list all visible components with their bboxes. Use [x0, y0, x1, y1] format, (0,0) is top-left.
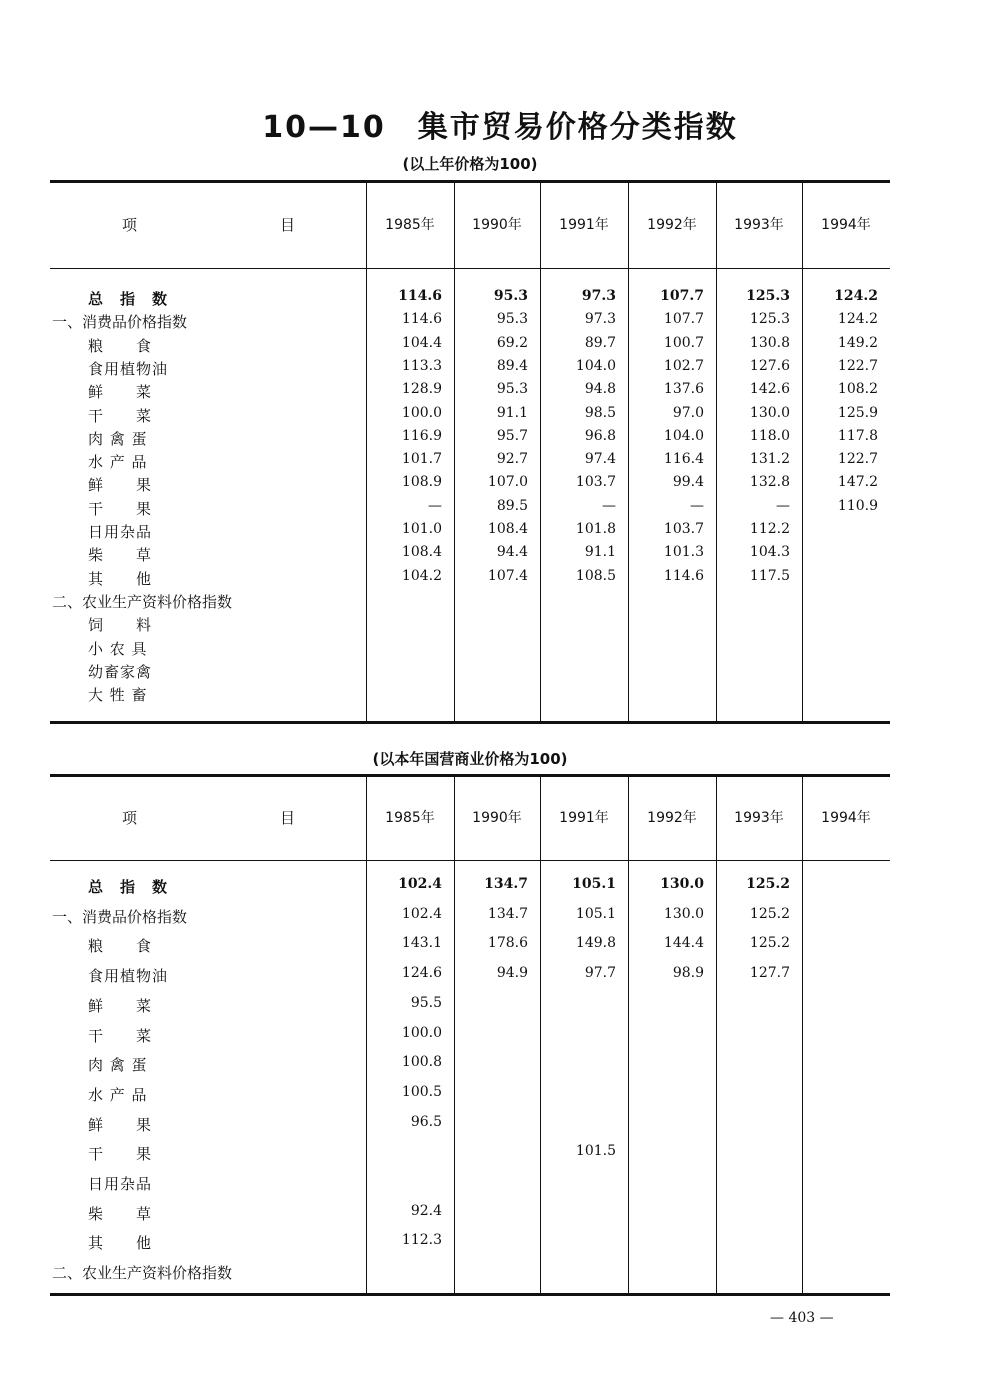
cell-value: 122.7 [837, 451, 878, 468]
cell-value: 89.5 [496, 497, 528, 514]
row-label: 干 菜 [88, 1026, 153, 1045]
table-row [50, 995, 890, 1017]
cell-value: 130.8 [749, 334, 790, 351]
cell-value: 116.9 [401, 427, 442, 444]
table2-subtitle: (以本年国营商业价格为100) [372, 750, 568, 768]
cell-value: 127.6 [749, 357, 790, 374]
cell-value: 100.5 [401, 1083, 442, 1100]
row-label: 小 农 具 [88, 639, 148, 658]
cell-value: 98.9 [672, 965, 704, 982]
cell-value: 92.7 [496, 451, 528, 468]
row-label: 干 果 [88, 499, 153, 518]
table-row [50, 428, 890, 450]
table-row [50, 684, 890, 706]
row-label: 二、农业生产资料价格指数 [52, 1264, 233, 1283]
cell-value: 149.8 [575, 935, 616, 952]
cell-value: 124.6 [401, 965, 442, 982]
header-year: 1992年 [647, 217, 697, 233]
cell-value: 103.7 [575, 474, 616, 491]
cell-value: 142.6 [749, 381, 790, 398]
cell-value: 113.3 [401, 357, 442, 374]
cell-value: 127.7 [749, 965, 790, 982]
cell-value: 95.5 [410, 994, 442, 1011]
cell-value: 94.9 [496, 965, 528, 982]
row-label: 干 菜 [88, 406, 153, 425]
cell-value: 104.0 [575, 357, 616, 374]
cell-value: 107.4 [487, 567, 528, 584]
header-item-label: 项 [122, 216, 138, 234]
table-row [50, 358, 890, 380]
cell-value: — [690, 497, 704, 514]
table-row [50, 876, 890, 898]
cell-value: 125.2 [749, 935, 790, 952]
table-row [50, 1232, 890, 1254]
cell-value: 149.2 [837, 334, 878, 351]
table-row [50, 335, 890, 357]
cell-value: 101.7 [401, 451, 442, 468]
cell-value: 117.8 [837, 427, 878, 444]
table-row [50, 1173, 890, 1195]
cell-value: 102.4 [398, 876, 442, 892]
cell-value: 107.0 [487, 474, 528, 491]
cell-value: 101.0 [401, 521, 442, 537]
cell-value: 96.5 [410, 1113, 442, 1130]
cell-value: 91.1 [496, 404, 528, 421]
row-label: 总 指 数 [88, 878, 169, 896]
cell-value: 100.8 [401, 1054, 442, 1071]
cell-value: 147.2 [837, 474, 878, 491]
cell-value: 116.4 [663, 451, 704, 468]
table-row [50, 568, 890, 590]
header-year: 1985年 [385, 217, 435, 233]
cell-value: 112.2 [749, 521, 790, 537]
header-item-label-end: 目 [280, 216, 296, 234]
table-row [50, 311, 890, 333]
table-top-rule [50, 774, 890, 777]
table-bottom-rule [50, 1293, 890, 1296]
table-row [50, 1084, 890, 1106]
page-number: — 403 — [770, 1310, 834, 1326]
table-row [50, 614, 890, 636]
row-label: 其 他 [88, 569, 153, 588]
cell-value: 125.3 [746, 288, 790, 304]
table-row [50, 906, 890, 928]
header-year: 1990年 [472, 217, 522, 233]
cell-value: 178.6 [487, 935, 528, 952]
row-label: 一、消费品价格指数 [52, 907, 188, 926]
cell-value: 95.3 [496, 311, 528, 328]
cell-value: 107.7 [663, 311, 704, 328]
cell-value: 134.7 [487, 905, 528, 922]
table1 [50, 180, 890, 724]
table-row [50, 638, 890, 660]
table-row [50, 1262, 890, 1284]
row-label: 粮 食 [88, 937, 153, 956]
cell-value: 125.2 [749, 905, 790, 922]
row-label: 水 产 品 [88, 1085, 148, 1104]
cell-value: 118.0 [749, 427, 790, 444]
cell-value: 100.7 [663, 334, 704, 351]
row-label: 粮 食 [88, 336, 153, 355]
cell-value: 104.3 [749, 544, 790, 561]
cell-value: 105.1 [572, 876, 616, 892]
table-row [50, 451, 890, 473]
cell-value: 97.4 [584, 451, 616, 468]
table-row [50, 381, 890, 403]
row-label: 鲜 果 [88, 1115, 153, 1134]
cell-value: 104.0 [663, 427, 704, 444]
cell-value: 95.3 [493, 288, 528, 304]
cell-value: 122.7 [837, 357, 878, 374]
cell-value: 102.4 [401, 905, 442, 922]
cell-value: 125.3 [749, 311, 790, 328]
table-row [50, 474, 890, 496]
cell-value: 97.3 [584, 311, 616, 328]
row-label: 肉 禽 蛋 [88, 1056, 148, 1075]
row-label: 幼畜家禽 [88, 662, 153, 681]
header-item-label: 项 [122, 809, 138, 827]
table-top-rule [50, 180, 890, 183]
cell-value: 69.2 [496, 334, 528, 351]
row-label: 日用杂品 [88, 1175, 153, 1193]
table-row [50, 591, 890, 613]
cell-value: 89.7 [584, 334, 616, 351]
cell-value: 104.2 [401, 567, 442, 584]
page-title: 10—10 集市贸易价格分类指数 [262, 110, 738, 145]
cell-value: 95.7 [496, 427, 528, 444]
cell-value: 91.1 [584, 544, 616, 561]
cell-value: 130.0 [663, 905, 704, 922]
row-label: 饲 料 [88, 616, 153, 635]
cell-value: 112.3 [401, 1232, 442, 1249]
header-year: 1994年 [821, 810, 871, 826]
cell-value: 114.6 [398, 288, 442, 304]
cell-value: 95.3 [496, 381, 528, 398]
table-header-rule [50, 268, 890, 269]
table-row [50, 288, 890, 310]
cell-value: 144.4 [663, 935, 704, 952]
cell-value: 108.5 [575, 567, 616, 584]
row-label: 总 指 数 [88, 290, 169, 308]
cell-value: 132.8 [749, 474, 790, 491]
table-row [50, 1025, 890, 1047]
cell-value: 97.3 [581, 288, 616, 304]
row-label: 鲜 菜 [88, 996, 153, 1015]
row-label: 食用植物油 [88, 359, 169, 378]
table1-subtitle: (以上年价格为100) [402, 155, 538, 173]
header-year: 1991年 [559, 217, 609, 233]
cell-value: 124.2 [837, 311, 878, 328]
cell-value: 105.1 [575, 905, 616, 922]
row-label: 二、农业生产资料价格指数 [52, 592, 233, 611]
row-label: 食用植物油 [88, 967, 169, 986]
cell-value: 102.7 [663, 357, 704, 374]
cell-value: 100.0 [401, 1024, 442, 1041]
cell-value: 96.8 [584, 427, 616, 444]
table-row [50, 935, 890, 957]
cell-value: 128.9 [401, 381, 442, 398]
header-year: 1990年 [472, 810, 522, 826]
cell-value: 134.7 [484, 876, 528, 892]
cell-value: 104.4 [401, 334, 442, 351]
header-year: 1993年 [734, 810, 784, 826]
row-label: 大 牲 畜 [88, 686, 148, 705]
cell-value: 108.9 [401, 474, 442, 491]
table2 [50, 774, 890, 1296]
table-row [50, 661, 890, 683]
cell-value: 101.8 [575, 521, 616, 537]
table-row [50, 1054, 890, 1076]
cell-value: 97.0 [672, 404, 704, 421]
cell-value: 114.6 [401, 311, 442, 328]
cell-value: 92.4 [410, 1202, 442, 1219]
table-row [50, 521, 890, 543]
table-row [50, 1203, 890, 1225]
cell-value: 101.3 [663, 544, 704, 561]
row-label: 其 他 [88, 1234, 153, 1253]
row-label: 鲜 菜 [88, 383, 153, 402]
table-row [50, 544, 890, 566]
header-year: 1991年 [559, 810, 609, 826]
cell-value: 100.0 [401, 404, 442, 421]
cell-value: 117.5 [749, 567, 790, 584]
cell-value: 98.5 [584, 404, 616, 421]
cell-value: 99.4 [672, 474, 704, 491]
cell-value: 94.4 [496, 544, 528, 561]
cell-value: 125.2 [746, 876, 790, 892]
header-year: 1994年 [821, 217, 871, 233]
row-label: 水 产 品 [88, 453, 148, 472]
cell-value: 131.2 [749, 451, 790, 468]
cell-value: — [428, 497, 442, 514]
table-header-rule [50, 860, 890, 861]
row-label: 柴 草 [88, 1204, 153, 1223]
header-year: 1992年 [647, 810, 697, 826]
cell-value: 108.4 [401, 544, 442, 561]
row-label: 鲜 果 [88, 476, 153, 495]
table-row [50, 405, 890, 427]
cell-value: — [776, 497, 790, 514]
cell-value: 125.9 [837, 404, 878, 421]
row-label: 一、消费品价格指数 [52, 313, 188, 332]
table-row [50, 1143, 890, 1165]
cell-value: 110.9 [837, 497, 878, 514]
cell-value: 108.2 [837, 381, 878, 398]
row-label: 日用杂品 [88, 523, 153, 541]
table-row [50, 498, 890, 520]
header-item-label-end: 目 [280, 809, 296, 827]
cell-value: 89.4 [496, 357, 528, 374]
cell-value: 108.4 [487, 521, 528, 537]
cell-value: 103.7 [663, 521, 704, 537]
cell-value: 114.6 [663, 567, 704, 584]
table-row [50, 965, 890, 987]
cell-value: 101.5 [575, 1143, 616, 1160]
cell-value: 124.2 [834, 288, 878, 304]
row-label: 干 果 [88, 1145, 153, 1164]
cell-value: 94.8 [584, 381, 616, 398]
table-bottom-rule [50, 721, 890, 724]
cell-value: 107.7 [660, 288, 704, 304]
cell-value: 97.7 [584, 965, 616, 982]
row-label: 肉 禽 蛋 [88, 429, 148, 448]
cell-value: — [602, 497, 616, 514]
cell-value: 143.1 [401, 935, 442, 952]
table-row [50, 1114, 890, 1136]
row-label: 柴 草 [88, 546, 153, 565]
cell-value: 130.0 [749, 404, 790, 421]
header-year: 1993年 [734, 217, 784, 233]
header-year: 1985年 [385, 810, 435, 826]
cell-value: 130.0 [660, 876, 704, 892]
cell-value: 137.6 [663, 381, 704, 398]
